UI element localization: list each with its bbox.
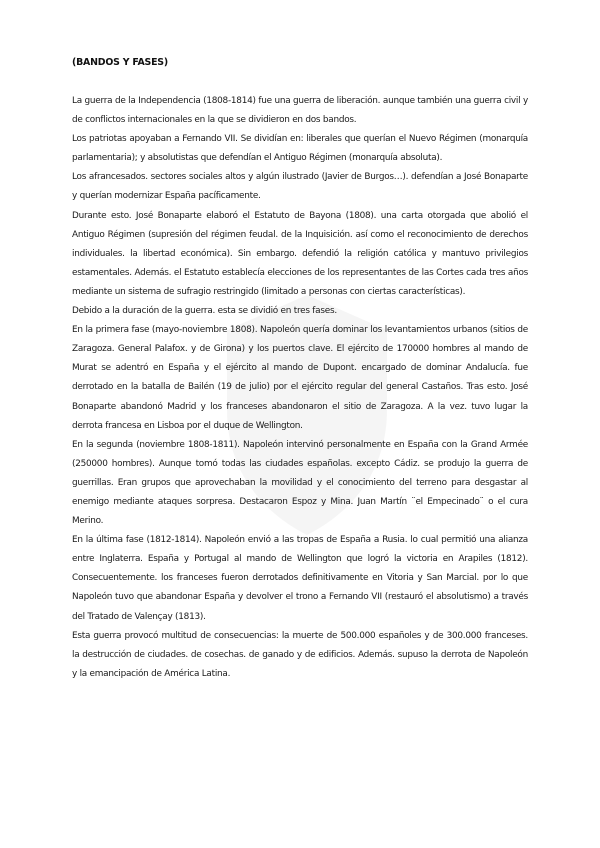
paragraph-intro: La guerra de la Independencia (1808-1814) fue una guerra de liberación. aunque también una guerra civil y de conflictos internacionales en la que se dividieron en dos bandos. xyxy=(72,96,528,126)
paragraph-estatuto-bayona: Durante esto. José Bonaparte elaboró el Estatuto de Bayona (1808). una carta otorgada que abolió el Antiguo Régimen (supresión del régimen feudal. de la Inquisición. así como el reconocimiento de derechos individuales. la libertad económica). Sin embargo. defendió la religión católica y mantuvo privilegios estamentales. Además. el Estatuto establecía elecciones de los representantes de las Cortes cada tres años mediante un sistema de sufragio restringido (limitado a personas con ciertas características). xyxy=(72,210,528,297)
paragraph-ultima-fase: En la última fase (1812-1814). Napoleón envió a las tropas de España a Rusia. lo cual permitió una alianza entre Inglaterra. España y Portugal al mando de Wellington que logró la victoria en Arapiles (1812). Consecuentemente. los franceses fueron derrotados definitivamente en Vitoria y San Marcial. por lo que Napoleón tuvo que abandonar España y devolver el trono a Fernando VII (restauró el absolutismo) a través del Tratado de Valençay (1813). xyxy=(72,535,528,622)
paragraph-primera-fase: En la primera fase (mayo-noviembre 1808). Napoleón quería dominar los levantamientos urbanos (sitios de Zaragoza. General Palafox. y de Girona) y los puertos clave. El ejército de 170000 hombres al mando de Murat se adentró en España y el ejército al mando de Dupont. encargado de dominar Andalucía. fue derrotado en la batalla de Bailén (19 de julio) por el ejército regular del general Castaños. Tras esto. José Bonaparte abandonó Madrid y los franceses abandonaron el sitio de Zaragoza. A la vez. tuvo lugar la derrota francesa en Lisboa por el duque de Wellington. xyxy=(72,325,528,431)
document-body xyxy=(72,92,528,684)
paragraph-afrancesados: Los afrancesados. sectores sociales altos y algún ilustrado (Javier de Burgos…). defendían a José Bonaparte y querían modernizar España pacíficamente. xyxy=(72,172,528,202)
paragraph-tres-fases: Debido a la duración de la guerra. esta se dividió en tres fases. xyxy=(72,306,337,317)
paragraph-segunda-fase: En la segunda (noviembre 1808-1811). Napoleón intervinó personalmente en España con la Grand Armée (250000 hombres). Aunque tomó todas las ciudades españolas. excepto Cádiz. se produjo la guerra de guerrillas. Eran grupos que aprovechaban la movilidad y el conocimiento del terreno para desgastar al enemigo mediante ataques sorpresa. Destacaron Espoz y Mina. Juan Martín ¨el Empecinado¨ o el cura Merino. xyxy=(72,439,528,527)
document-title: (BANDOS Y FASES) xyxy=(72,57,168,68)
paragraph-consecuencias: Esta guerra provocó multitud de consecuencias: la muerte de 500.000 españoles y de 300.000 franceses. la destrucción de ciudades. de cosechas. de ganado y de edificios. Además. supuso la derrota de Napoleón y la emancipación de América Latina. xyxy=(72,630,528,679)
paragraph-patriotas: Los patriotas apoyaban a Fernando VII. Se dividían en: liberales que querían el Nuevo Régimen (monarquía parlamentaria); y absolutistas que defendían el Antiguo Régimen (monarquía absoluta). xyxy=(72,134,528,164)
